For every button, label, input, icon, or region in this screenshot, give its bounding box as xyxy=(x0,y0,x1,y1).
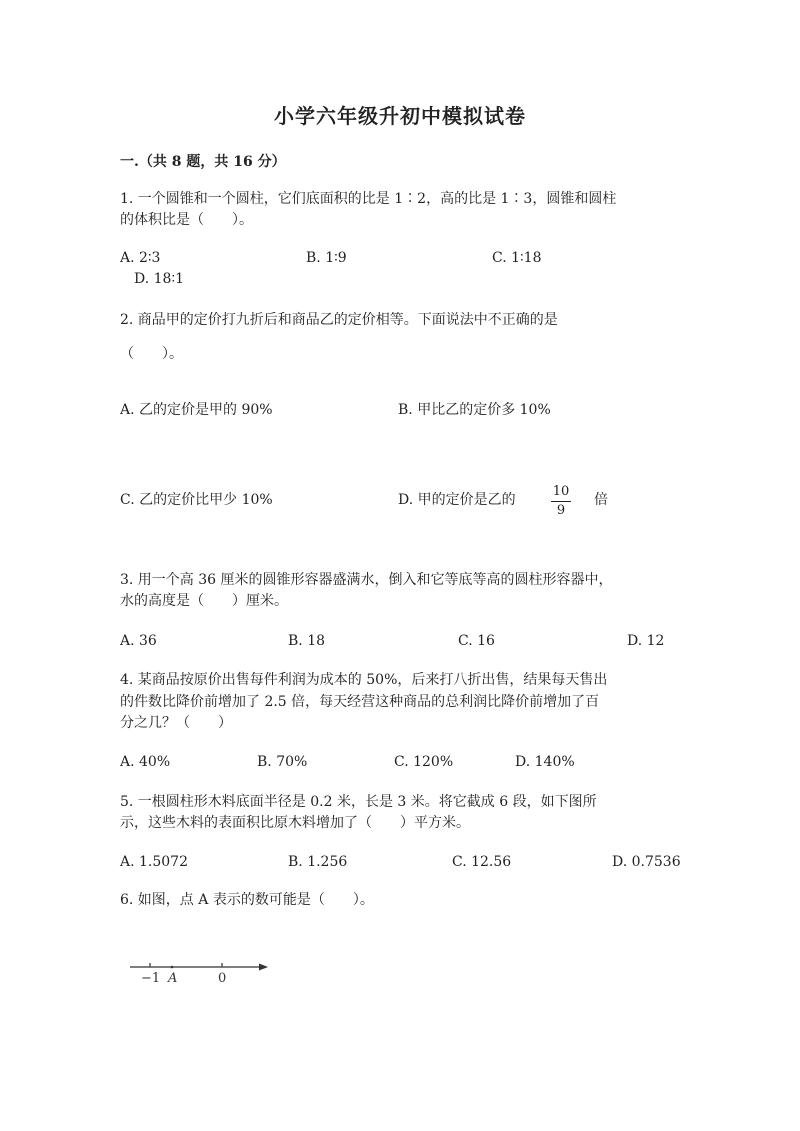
q5-option-a: A. 1.5072 xyxy=(120,854,188,870)
q1-text-line2: 的体积比是（ ）。 xyxy=(120,212,253,228)
q1-option-c: C. 1∶18 xyxy=(492,250,542,266)
q5-text-line1: 5. 一根圆柱形木料底面半径是 0.2 米，长是 3 米。将它截成 6 段，如下图所 xyxy=(120,794,597,810)
q5-text-line2: 示，这些木料的表面积比原木料增加了（ ）平方米。 xyxy=(120,815,470,831)
q4-option-d: D. 140% xyxy=(515,754,575,770)
q2-option-d-prefix: D. 甲的定价是乙的 xyxy=(398,492,516,508)
label-neg1: −1 xyxy=(141,971,161,986)
exam-title: 小学六年级升初中模拟试卷 xyxy=(274,104,526,128)
q2-text-line1: 2. 商品甲的定价打九折后和商品乙的定价相等。下面说法中不正确的是 xyxy=(120,312,558,328)
q2-option-d-suffix: 倍 xyxy=(594,492,608,508)
section-header: 一.（共 8 题，共 16 分） xyxy=(120,154,286,170)
q3-text-line1: 3. 用一个高 36 厘米的圆锥形容器盛满水，倒入和它等底等高的圆柱形容器中， xyxy=(120,572,613,588)
q3-option-c: C. 16 xyxy=(458,633,495,649)
number-line-arrow-icon xyxy=(259,964,268,971)
fraction-numerator: 10 xyxy=(552,484,570,499)
q6-text-line1: 6. 如图，点 A 表示的数可能是（ ）。 xyxy=(120,892,374,908)
q2-option-c: C. 乙的定价比甲少 10% xyxy=(120,492,273,508)
q3-text-line2: 水的高度是（ ）厘米。 xyxy=(120,593,288,609)
q2-option-a: A. 乙的定价是甲的 90% xyxy=(120,402,273,418)
number-line-figure xyxy=(120,950,280,990)
fraction-bar xyxy=(551,501,571,502)
q4-text-line3: 分之几？（ ） xyxy=(120,715,232,731)
q4-option-b: B. 70% xyxy=(257,754,308,770)
label-point-a: A xyxy=(168,971,178,986)
q5-option-c: C. 12.56 xyxy=(452,854,512,870)
q1-option-d: D. 18∶1 xyxy=(134,271,184,287)
fraction-denominator: 9 xyxy=(556,503,566,518)
q2-option-b: B. 甲比乙的定价多 10% xyxy=(398,402,551,418)
q3-option-d: D. 12 xyxy=(627,633,665,649)
q2-option-d-fraction xyxy=(549,484,573,519)
q4-option-a: A. 40% xyxy=(120,754,171,770)
q4-text-line1: 4. 某商品按原价出售每件利润为成本的 50%，后来打八折出售，结果每天售出 xyxy=(120,672,608,688)
q3-option-a: A. 36 xyxy=(120,633,157,649)
q4-option-c: C. 120% xyxy=(394,754,454,770)
q5-option-b: B. 1.256 xyxy=(288,854,348,870)
label-zero: 0 xyxy=(218,971,227,986)
q2-text-line2: （ ）。 xyxy=(120,346,183,362)
q4-text-line2: 的件数比降价前增加了 2.5 倍，每天经营这种商品的总利润比降价前增加了百 xyxy=(120,694,600,710)
q1-option-a: A. 2∶3 xyxy=(120,250,161,266)
q3-option-b: B. 18 xyxy=(288,633,326,649)
point-a-marker xyxy=(171,966,174,969)
q5-option-d: D. 0.7536 xyxy=(612,854,681,870)
q1-text-line1: 1. 一个圆锥和一个圆柱，它们底面积的比是 1∶2，高的比是 1∶3，圆锥和圆柱 xyxy=(120,191,617,207)
q1-option-b: B. 1∶9 xyxy=(306,250,347,266)
